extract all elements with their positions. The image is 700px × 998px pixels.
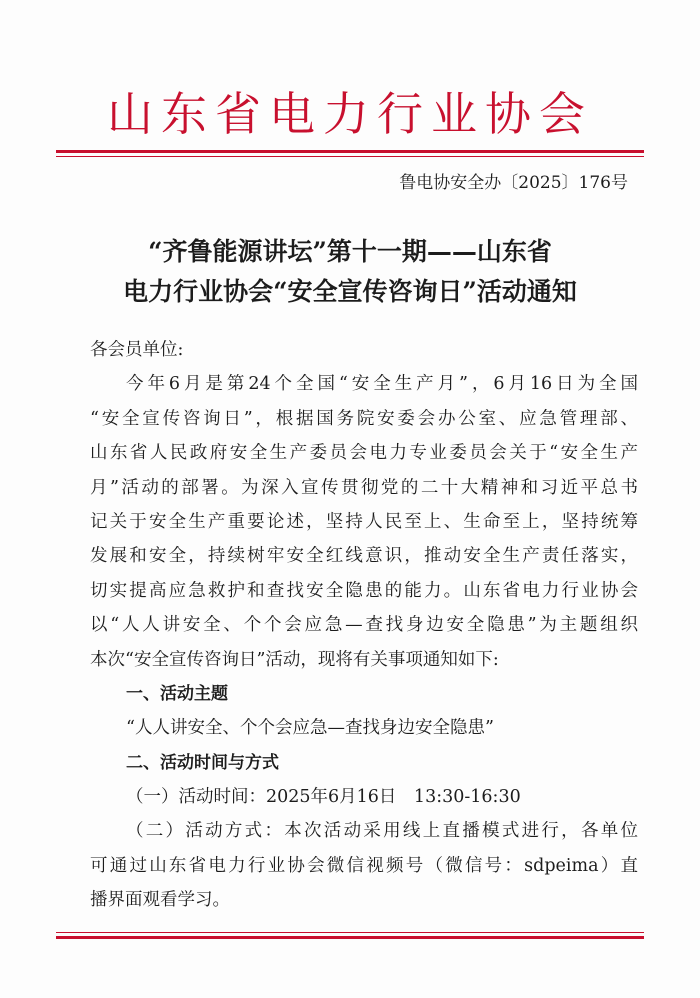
- section-2-heading: 二、活动时间与方式: [126, 752, 279, 773]
- document-number: 鲁电协安全办〔2025〕176号: [399, 173, 628, 193]
- section-1-text: “人人讲安全、个个会应急—查找身边安全隐患”: [126, 718, 494, 739]
- intro-line: 本次“安全宣传咨询日”活动，现将有关事项通知如下:: [90, 649, 499, 670]
- intro-line: 月”活动的部署。为深入宣传贯彻党的二十大精神和习近平总书: [90, 477, 638, 498]
- section-1-heading: 一、活动主题: [126, 683, 228, 704]
- letterhead-org-name: 山东省电力行业协会: [107, 87, 593, 141]
- document-body: [90, 333, 638, 918]
- document-title: [0, 232, 700, 312]
- intro-line: 发展和安全，持续树牢安全红线意识，推动安全生产责任落实，: [90, 546, 638, 567]
- activity-method-line: （二）活动方式：本次活动采用线上直播模式进行，各单位: [126, 821, 638, 842]
- footer-rule-thick: [56, 936, 644, 939]
- activity-time-item: （一）活动时间：2025年6月16日 13:30-16:30: [126, 787, 521, 808]
- intro-line: 今年6月是第24个全国“安全生产月”，6月16日为全国: [126, 374, 638, 395]
- activity-method-line: 播界面观看学习。: [90, 890, 230, 911]
- intro-line: “安全宣传咨询日”，根据国务院安委会办公室、应急管理部、: [90, 408, 638, 429]
- footer-rule-thin: [56, 932, 644, 933]
- letterhead-rule-thick: [56, 150, 644, 153]
- intro-line: 山东省人民政府安全生产委员会电力专业委员会关于“安全生产: [90, 443, 638, 464]
- activity-method-line: 可通过山东省电力行业协会微信视频号（微信号：sdpeima）直: [90, 855, 638, 876]
- document-title-line-1: “齐鲁能源讲坛”第十一期——山东省: [148, 237, 552, 266]
- intro-line: 记关于安全生产重要论述，坚持人民至上、生命至上，坚持统筹: [90, 511, 638, 532]
- intro-line: 以“人人讲安全、个个会应急—查找身边安全隐患”为主题组织: [90, 615, 638, 636]
- letterhead-rule-thin: [56, 156, 644, 157]
- intro-line: 切实提高应急救护和查找安全隐患的能力。山东省电力行业协会: [90, 580, 638, 601]
- salutation: 各会员单位:: [90, 340, 184, 360]
- document-title-line-2: 电力行业协会“安全宣传咨询日”活动通知: [123, 277, 577, 306]
